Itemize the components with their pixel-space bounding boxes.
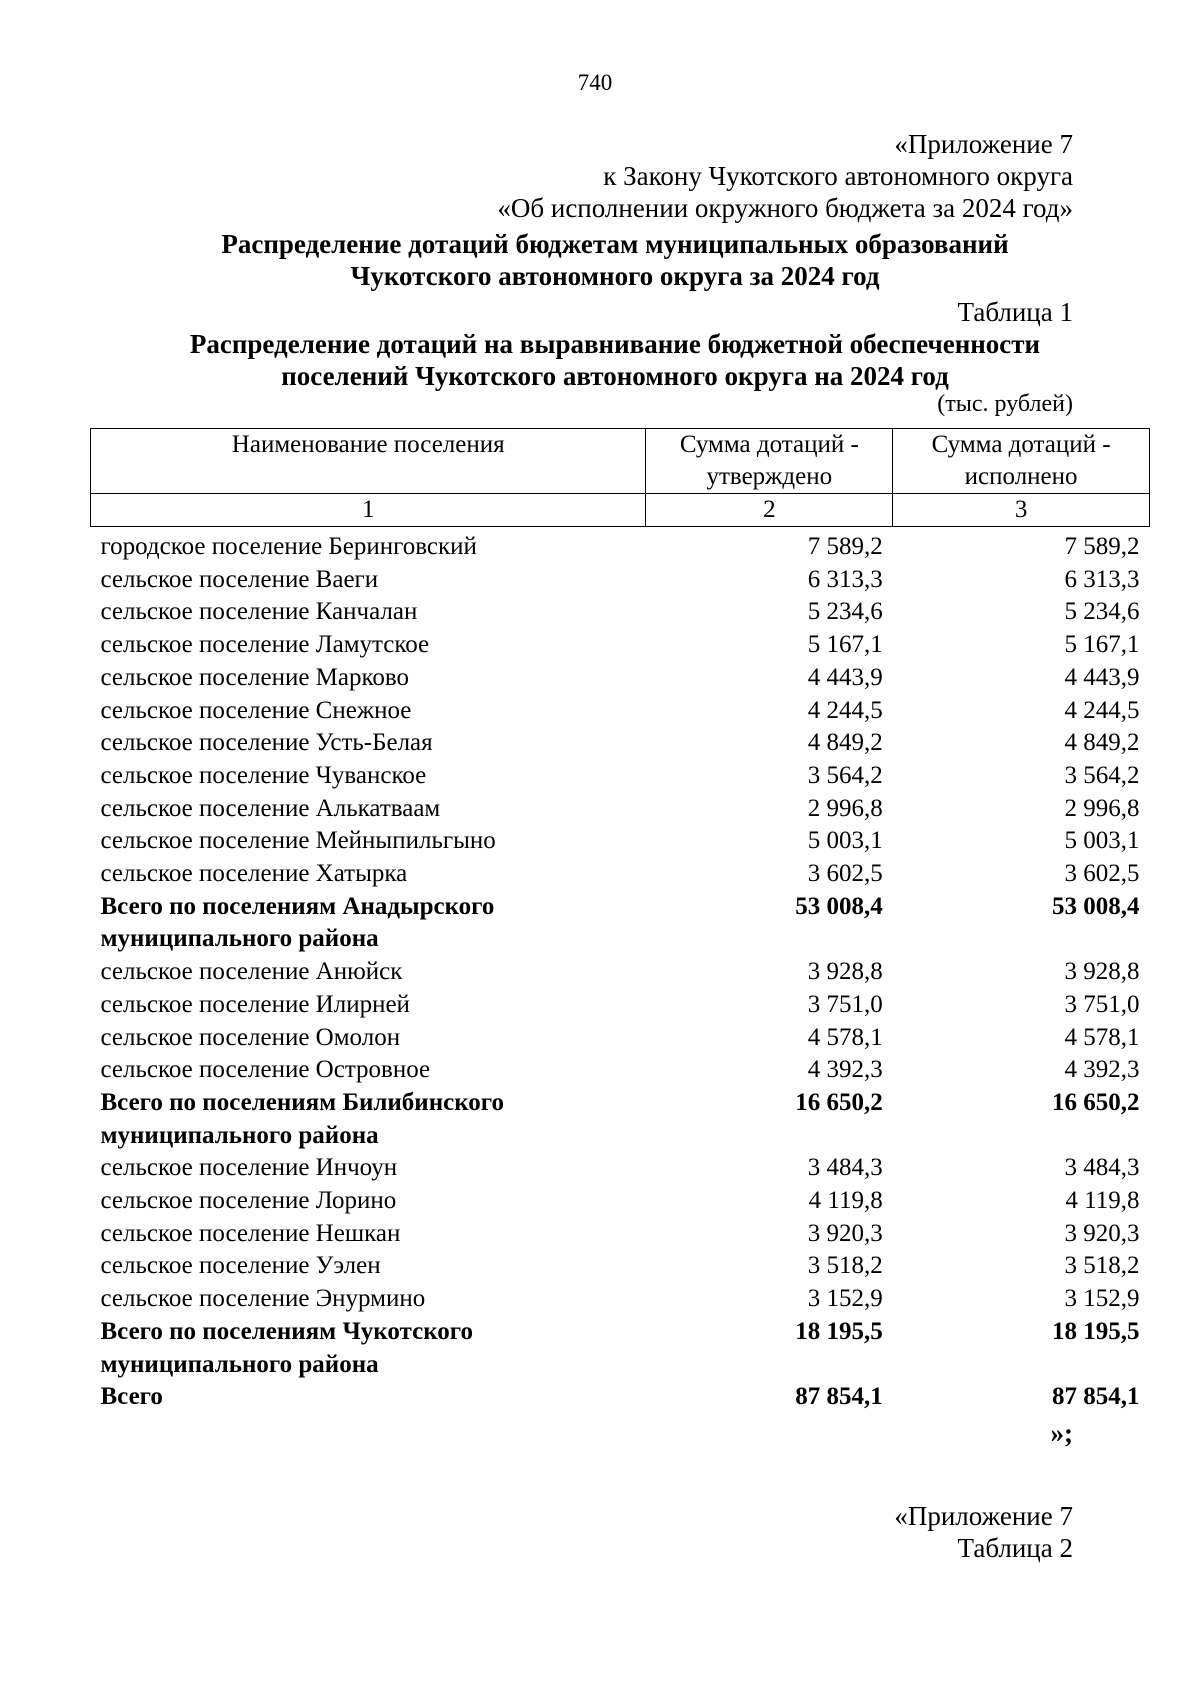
executed-amount: 3 152,9 <box>1064 1285 1140 1313</box>
settlement-name: сельское поселение Алькатваам <box>100 794 441 822</box>
executed-total: 18 195,5 <box>1052 1317 1140 1345</box>
table-row <box>91 527 1150 564</box>
table-row <box>91 956 1150 989</box>
executed-amount: 5 003,1 <box>1064 827 1140 855</box>
column-number: 3 <box>893 494 1150 527</box>
header-text: Сумма дотаций - <box>931 431 1111 458</box>
executed-amount: 3 751,0 <box>1064 990 1140 1018</box>
total-name-line: Всего по поселениям Билибинского <box>100 1088 505 1116</box>
approved-total: 53 008,4 <box>795 892 883 920</box>
main-title-line: Чукотского автономного округа за 2024 год <box>350 261 880 291</box>
executed-grand-total: 87 854,1 <box>1052 1383 1140 1411</box>
settlement-name: сельское поселение Чуванское <box>100 761 427 789</box>
district-total-name <box>91 891 646 956</box>
grand-total-name: Всего <box>100 1383 163 1411</box>
executed-amount: 3 484,3 <box>1064 1154 1140 1182</box>
executed-amount: 3 602,5 <box>1064 860 1140 888</box>
table-row <box>91 695 1150 728</box>
executed-amount: 4 443,9 <box>1064 663 1140 691</box>
approved-total: 16 650,2 <box>795 1088 883 1116</box>
executed-amount: 5 234,6 <box>1064 598 1140 626</box>
table-row <box>91 1185 1150 1218</box>
header-text: исполнено <box>964 463 1078 490</box>
total-name-line: муниципального района <box>100 1350 379 1378</box>
settlement-name: сельское поселение Илирней <box>100 990 410 1018</box>
table-label: Таблица 1 <box>957 297 1073 327</box>
total-name-line: Всего по поселениям Анадырского <box>100 892 495 920</box>
approved-amount: 3 564,2 <box>807 761 883 789</box>
header-executed <box>893 429 1150 494</box>
executed-amount: 4 578,1 <box>1064 1023 1140 1051</box>
district-total-row <box>91 891 1150 956</box>
district-total-row <box>91 1087 1150 1152</box>
settlement-name: сельское поселение Ваеги <box>100 565 379 593</box>
table-row <box>91 1152 1150 1185</box>
approved-grand-total: 87 854,1 <box>795 1383 883 1411</box>
appendix-header-line: «Об исполнении окружного бюджета за 2024 год» <box>497 193 1073 223</box>
executed-amount: 3 920,3 <box>1064 1219 1140 1247</box>
header-text: утверждено <box>706 463 833 490</box>
approved-amount: 7 589,2 <box>807 533 883 560</box>
approved-amount: 4 119,8 <box>808 1187 883 1215</box>
approved-amount: 5 167,1 <box>807 631 883 659</box>
executed-amount: 2 996,8 <box>1064 794 1140 822</box>
column-number-row <box>91 494 1150 527</box>
total-name-line: Всего по поселениям Чукотского <box>100 1317 474 1345</box>
approved-amount: 3 928,8 <box>807 958 883 986</box>
table-row <box>91 727 1150 760</box>
approved-amount: 6 313,3 <box>807 565 883 593</box>
table-row <box>91 1054 1150 1087</box>
header-text: Наименование поселения <box>231 431 505 458</box>
executed-total: 53 008,4 <box>1052 892 1140 920</box>
settlement-name: сельское поселение Канчалан <box>100 598 418 626</box>
approved-amount: 5 234,6 <box>807 598 883 626</box>
executed-amount: 3 518,2 <box>1064 1252 1140 1280</box>
approved-amount: 3 920,3 <box>807 1219 883 1247</box>
district-total-name <box>91 1316 646 1381</box>
executed-total: 16 650,2 <box>1052 1088 1140 1116</box>
approved-amount: 4 578,1 <box>807 1023 883 1051</box>
executed-amount: 3 564,2 <box>1064 761 1140 789</box>
header-settlement-name <box>91 429 646 494</box>
executed-amount: 7 589,2 <box>1064 533 1140 560</box>
executed-amount: 6 313,3 <box>1064 565 1140 593</box>
subsidy-table <box>90 428 1150 1414</box>
total-name-line: муниципального района <box>100 925 379 953</box>
total-name-line: муниципального района <box>100 1121 379 1149</box>
column-number: 1 <box>91 494 646 527</box>
units-label: (тыс. рублей) <box>937 391 1073 417</box>
approved-amount: 4 392,3 <box>807 1056 883 1084</box>
approved-amount: 3 602,5 <box>807 860 883 888</box>
subtitle-line: поселений Чукотского автономного округа на 2024 год <box>281 361 949 391</box>
settlement-name: сельское поселение Инчоун <box>100 1154 398 1182</box>
appendix-header <box>497 128 1073 224</box>
executed-amount: 4 849,2 <box>1064 729 1140 757</box>
settlement-name: сельское поселение Энурмино <box>100 1285 426 1313</box>
header-text: Сумма дотаций - <box>679 431 859 458</box>
table-row <box>91 1218 1150 1251</box>
table-row <box>91 1250 1150 1283</box>
approved-amount: 4 244,5 <box>807 696 883 724</box>
next-appendix-header <box>894 1500 1073 1564</box>
settlement-name: сельское поселение Снежное <box>100 696 412 724</box>
approved-amount: 4 443,9 <box>807 663 883 691</box>
executed-amount: 3 928,8 <box>1064 958 1140 986</box>
district-total-row <box>91 1316 1150 1381</box>
grand-total-row <box>91 1381 1150 1414</box>
settlement-name: сельское поселение Уэлен <box>100 1252 381 1280</box>
settlement-name: сельское поселение Островное <box>100 1056 431 1084</box>
table-row <box>91 825 1150 858</box>
table-row <box>91 858 1150 891</box>
settlement-name: сельское поселение Хатырка <box>100 860 408 888</box>
executed-amount: 5 167,1 <box>1064 631 1140 659</box>
executed-amount: 4 392,3 <box>1064 1056 1140 1084</box>
subtitle-line: Распределение дотаций на выравнивание бюджетной обеспеченности <box>189 329 1041 359</box>
closing-quote: »; <box>1050 1418 1073 1448</box>
table-row <box>91 564 1150 597</box>
table-row <box>91 1283 1150 1316</box>
settlement-name: сельское поселение Анюйск <box>100 958 403 986</box>
table-row <box>91 793 1150 826</box>
header-approved <box>646 429 893 494</box>
settlement-name: сельское поселение Мейныпильгыно <box>100 827 496 855</box>
approved-total: 18 195,5 <box>795 1317 883 1345</box>
table-row <box>91 662 1150 695</box>
main-title <box>0 228 1200 292</box>
settlement-name: сельское поселение Омолон <box>100 1023 401 1051</box>
column-number: 2 <box>646 494 893 527</box>
approved-amount: 3 484,3 <box>807 1154 883 1182</box>
settlement-name: сельское поселение Нешкан <box>100 1219 401 1247</box>
approved-amount: 2 996,8 <box>807 794 883 822</box>
next-appendix-line: «Приложение 7 <box>894 1501 1073 1531</box>
approved-amount: 5 003,1 <box>807 827 883 855</box>
approved-amount: 4 849,2 <box>807 729 883 757</box>
main-title-line: Распределение дотаций бюджетам муниципальных образований <box>221 229 1009 259</box>
settlement-name: сельское поселение Марково <box>100 663 410 691</box>
settlement-name: сельское поселение Лорино <box>100 1187 397 1215</box>
table-row <box>91 989 1150 1022</box>
page-number: 740 <box>577 70 613 95</box>
executed-amount: 4 119,8 <box>1065 1187 1140 1215</box>
table-row <box>91 760 1150 793</box>
settlement-name: сельское поселение Ламутское <box>100 631 430 659</box>
table-row <box>91 596 1150 629</box>
table-row <box>91 1022 1150 1055</box>
approved-amount: 3 518,2 <box>807 1252 883 1280</box>
next-appendix-line: Таблица 2 <box>957 1533 1073 1563</box>
settlement-name: сельское поселение Усть-Белая <box>100 729 433 757</box>
appendix-header-line: «Приложение 7 <box>894 129 1073 159</box>
district-total-name <box>91 1087 646 1152</box>
table-subtitle <box>0 328 1200 392</box>
table-header-row <box>91 429 1150 494</box>
approved-amount: 3 751,0 <box>807 990 883 1018</box>
settlement-name: городское поселение Беринговский <box>100 533 477 560</box>
table-row <box>91 629 1150 662</box>
approved-amount: 3 152,9 <box>807 1285 883 1313</box>
executed-amount: 4 244,5 <box>1064 696 1140 724</box>
appendix-header-line: к Закону Чукотского автономного округа <box>603 161 1073 191</box>
